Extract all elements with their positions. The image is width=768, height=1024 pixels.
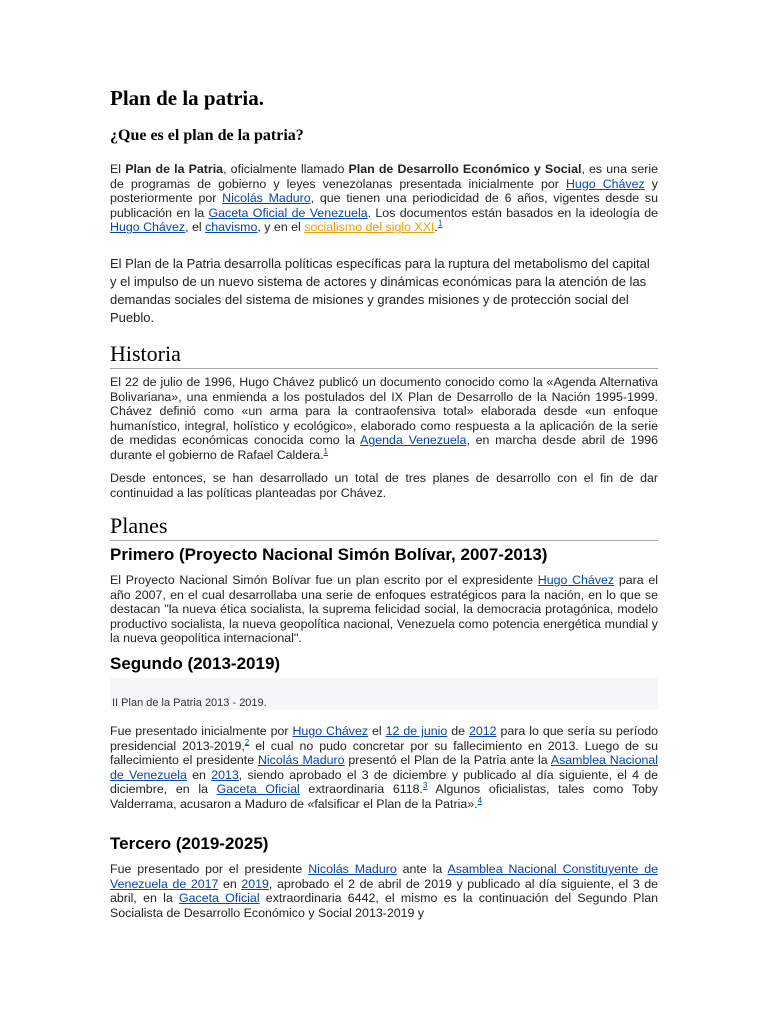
page-title: Plan de la patria.	[110, 86, 265, 110]
text: extraordinaria 6118.	[299, 782, 423, 797]
primero-paragraph	[110, 573, 658, 646]
reference-link[interactable]: 1	[323, 446, 328, 456]
text: extraordinaria 6442, el mismo es la continuación del Segundo Plan Socialista de Desarrollo Económico y Social 2013-2019 y	[110, 891, 658, 920]
text: El	[110, 162, 126, 176]
link-asamblea-nacional[interactable]: Asamblea Nacional de Venezuela	[110, 753, 658, 782]
text: , siendo aprobado el 3 de diciembre y publicado al día siguiente, el 4 de diciembre, en la	[110, 767, 659, 797]
text: , y en el	[257, 220, 305, 235]
reference-link[interactable]: 2	[244, 737, 250, 747]
text: de	[447, 724, 469, 738]
heading-primero: Primero (Proyecto Nacional Simón Bolívar, 2007-2013)	[110, 545, 548, 564]
text: , aprobado el 2 de abril de 2019 y publicado al día siguiente, el 3 de abril, en la	[110, 876, 658, 906]
section-heading-historia: Historia	[110, 341, 658, 369]
text: ante la	[396, 862, 448, 876]
text: Algunos oficialistas, tales como Toby Valderrama, acusaron a Maduro de «falsificar el Plan de la Patria».	[110, 782, 658, 811]
text: .	[434, 220, 438, 235]
link-nicolas-maduro[interactable]: Nicolás Maduro	[222, 191, 311, 206]
text: para lo que sería su período presidencial 2013-2019,	[110, 724, 658, 753]
link-nicolas-maduro[interactable]: Nicolás Maduro	[257, 753, 345, 768]
link-hugo-chavez[interactable]: Hugo Chávez	[292, 724, 369, 738]
link-gaceta-oficial[interactable]: Gaceta Oficial	[178, 891, 260, 906]
historia-paragraph-2: Desde entonces, se han desarrollado un total de tres planes de desarrollo con el fin de dar continuidad a las políticas planteadas por Chávez.	[110, 471, 658, 500]
reference-link[interactable]: 1	[437, 219, 443, 229]
text: presentó el Plan de la Patria ante la	[344, 753, 551, 768]
text: El Proyecto Nacional Simón Bolívar fue un plan escrito por el expresidente	[110, 573, 538, 587]
link-2012[interactable]: 2012	[468, 724, 497, 738]
bold-term: Plan de Desarrollo Económico y Social	[348, 162, 582, 176]
link-gaceta-oficial[interactable]: Gaceta Oficial	[216, 782, 300, 797]
link-2019[interactable]: 2019	[241, 876, 269, 891]
text: , es una serie de programas de gobierno y leyes venezolanas presentada inicialmente por	[110, 162, 658, 191]
historia-paragraph-1	[110, 375, 658, 463]
link-asamblea-constituyente[interactable]: Asamblea Nacional Constituyente de Venezuela de 2017	[110, 862, 659, 891]
text: , oficialmente llamado	[223, 162, 349, 176]
tercero-paragraph	[110, 862, 658, 920]
intro-paragraph	[110, 162, 658, 235]
link-hugo-chavez[interactable]: Hugo Chávez	[110, 220, 186, 235]
text: El 22 de julio de 1996, Hugo Chávez publicó un documento conocido como la «Agenda Alternativa Bolivariana», una enmienda a los postulados del IX Plan de Desarrollo de la Nación 1995-1999. Chávez definió como «un arma para la contraofensiva total» elaborada desde «un enfoque humanístico, integral, holístico y ecológico», elaborado como respuesta a la aplicación de la serie de medidas económicas conocida como la	[110, 375, 658, 448]
reference-link[interactable]: 3	[422, 781, 428, 791]
link-hugo-chavez[interactable]: Hugo Chávez	[537, 573, 615, 587]
text: . Los documentos están basados en la ideología de	[367, 205, 659, 220]
link-nicolas-maduro[interactable]: Nicolás Maduro	[308, 862, 397, 876]
text: en	[186, 767, 212, 782]
text: el cual no pudo concretar por su fallecimiento en 2013. Luego de su fallecimiento el presidente	[110, 738, 658, 768]
link-12-de-junio[interactable]: 12 de junio	[385, 724, 448, 738]
link-2013[interactable]: 2013	[211, 767, 239, 782]
section-subtitle: ¿Que es el plan de la patria?	[110, 127, 304, 144]
text: , en marcha desde abril de 1996 durante el gobierno de Rafael Caldera.	[110, 433, 659, 462]
text: el	[368, 724, 386, 738]
link-socialismo-siglo-xxi[interactable]: socialismo del siglo XXI	[304, 220, 435, 235]
text: , el	[185, 220, 206, 235]
section-heading-planes: Planes	[110, 513, 658, 541]
link-gaceta-oficial[interactable]: Gaceta Oficial de Venezuela	[208, 205, 368, 220]
intro-paragraph-2: El Plan de la Patria desarrolla políticas específicas para la ruptura del metabolismo del capital y el impulso de un nuevo sistema de actores y dinámicas económicas para la atención de las demandas sociales del sistema de misiones y grandes misiones y de protección social del Pueblo.	[110, 256, 650, 325]
image-caption-box	[110, 678, 658, 710]
image-caption: II Plan de la Patria 2013 - 2019.	[112, 697, 267, 709]
text: y posteriormente por	[110, 176, 659, 206]
segundo-paragraph	[110, 724, 658, 812]
text: Fue presentado inicialmente por	[110, 724, 293, 738]
reference-link[interactable]: 4	[477, 795, 483, 805]
text: , que tienen una periodicidad de 6 años, vigentes desde su publicación en la	[110, 191, 658, 220]
text: Fue presentado por el presidente	[110, 862, 309, 876]
link-hugo-chavez[interactable]: Hugo Chávez	[565, 176, 645, 191]
text: en	[218, 876, 242, 891]
heading-segundo: Segundo (2013-2019)	[110, 654, 281, 673]
link-agenda-venezuela[interactable]: Agenda Venezuela	[360, 433, 467, 448]
link-chavismo[interactable]: chavismo	[205, 220, 258, 235]
text: para el año 2007, en el cual desarrollaba una serie de enfoques estratégicos para la nación, en lo que se destacan "la nueva ética socialista, la suprema felicidad social, la democracia protagónica, modelo productivo socialista, la nueva geopolítica nacional, Venezuela como potencia energética mundial y la nueva geopolítica internacional".	[110, 573, 658, 646]
heading-tercero: Tercero (2019-2025)	[110, 834, 269, 853]
bold-term: Plan de la Patria	[125, 162, 224, 176]
